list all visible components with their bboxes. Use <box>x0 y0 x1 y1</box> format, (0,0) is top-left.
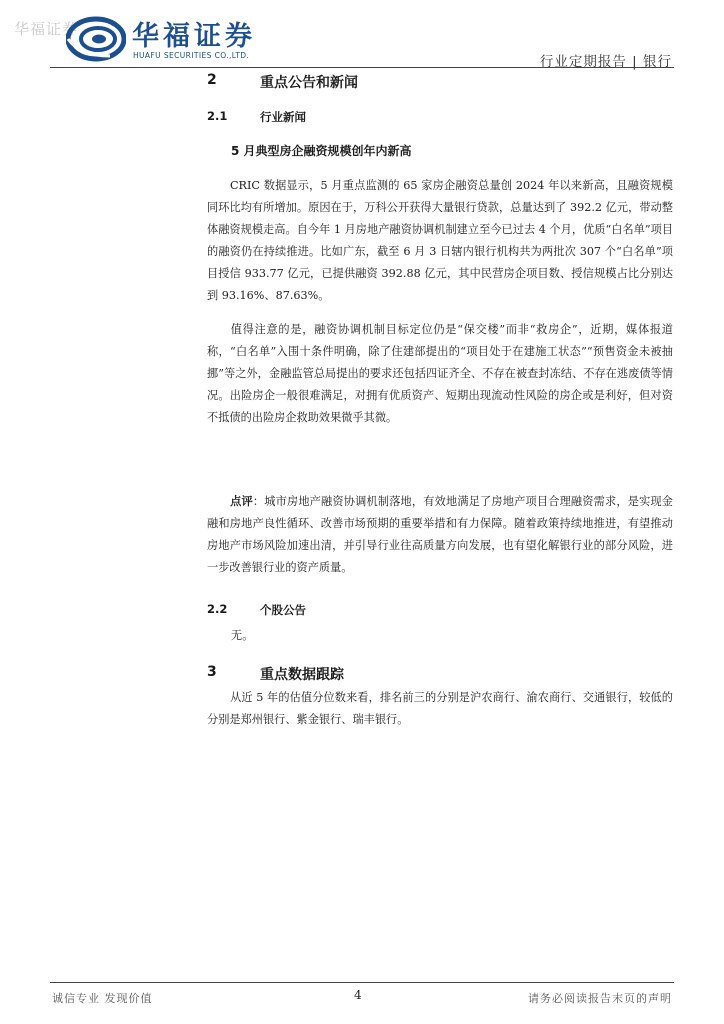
company-logo <box>66 14 266 66</box>
article-title: 5 月典型房企融资规模创年内新高 <box>231 144 412 158</box>
section-title: 行业新闻 <box>260 110 306 124</box>
logo-swirl-icon <box>66 16 126 62</box>
footer-divider <box>50 982 674 983</box>
stock-announcement-body: 无。 <box>231 629 254 642</box>
header-divider <box>50 67 674 68</box>
section-number: 2.1 <box>207 109 228 123</box>
paragraph-coordination-mechanism <box>207 319 673 429</box>
logo-chinese-name: 华福证券 <box>132 21 256 52</box>
section-title: 重点公告和新闻 <box>260 75 358 91</box>
section-title: 重点数据跟踪 <box>260 667 344 683</box>
report-category: 行业定期报告 | 银行 <box>539 54 672 70</box>
commentary-label: 点评 <box>230 494 253 508</box>
paragraph-valuation <box>207 687 673 731</box>
footer-disclaimer: 请务必阅读报告末页的声明 <box>528 992 672 1005</box>
section-title: 个股公告 <box>260 603 306 617</box>
footer-slogan: 诚信专业 发现价值 <box>52 992 153 1005</box>
paragraph-commentary <box>207 490 673 579</box>
paragraph-text: 从近 5 年的估值分位数来看，排名前三的分别是沪农商行、渝农商行、交通银行，较低的分别是郑州银行、紫金银行、瑞丰银行。 <box>207 691 673 726</box>
section-number: 2 <box>207 72 217 88</box>
paragraph-text: CRIC 数据显示，5 月重点监测的 65 家房企融资总量创 2024 年以来新高，且融资规模同环比均有所增加。原因在于，万科公开获得大量银行贷款，总量达到了 392.2 亿元，带动整体融资规模走高。自今年 1 月房地产融资协调机制建立至今已过去 4 个月，优质“白名单”项目的融资仍在持续推进。比如广东，截至 6 月 3 日辖内银行机构共为两批次 307 个“白名单”项目授信 933.77 亿元，已提供融资 392.88 亿元，其中民营房企项目数、授信规模占比分别达到 93.16%、87.63%。 <box>207 179 673 302</box>
page-number: 4 <box>354 988 362 1002</box>
watermark-text: 华福证券 <box>14 20 79 38</box>
paragraph-text: ：城市房地产融资协调机制落地，有效地满足了房地产项目合理融资需求，是实现金融和房地产良性循环、改善市场预期的重要举措和有力保障。随着政策持续地推进，有望推动房地产市场风险加速出清，并引导行业往高质量方向发展，也有望化解银行业的部分风险，进一步改善银行业的资产质量。 <box>207 495 673 574</box>
paragraph-text: 值得注意的是，融资协调机制目标定位仍是“保交楼”而非“救房企”，近期，媒体报道称，“白名单”入围十条件明确，除了住建部提出的“项目处于在建施工状态”“预售资金未被抽挪”等之外，金融监管总局提出的要求还包括四证齐全、不存在被查封冻结、不存在逃废债等情况。出险房企一般很难满足，对拥有优质资产、短期出现流动性风险的房企或是利好，但对资不抵债的出险房企救助效果微乎其微。 <box>207 323 673 424</box>
section-number: 2.2 <box>207 602 228 616</box>
section-number: 3 <box>207 664 217 680</box>
logo-english-name: HUAFU SECURITIES CO.,LTD. <box>133 51 250 60</box>
paragraph-financing-data <box>207 175 673 307</box>
